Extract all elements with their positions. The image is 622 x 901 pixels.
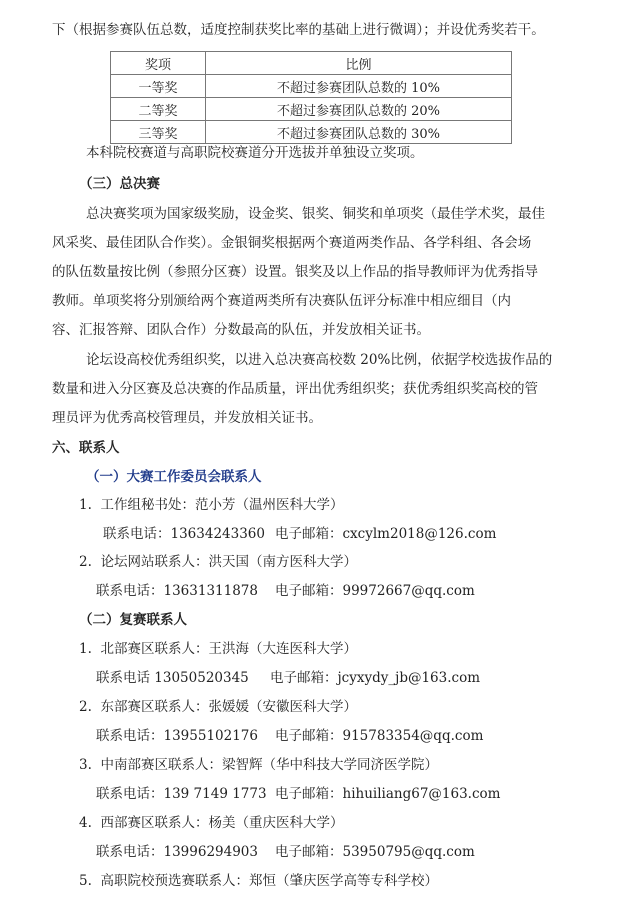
semifinal-heading: （二）复赛联系人 (79, 612, 187, 628)
contact-phone: 联系电话：13631311878 (96, 583, 258, 599)
org-para-line: 论坛设高校优秀组织奖，以进入总决赛高校数 20%比例，依据学校选拔作品的 (86, 352, 553, 368)
contact-name: 高职院校预选赛联系人：郑恒（肇庆医学高等专科学校） (100, 873, 438, 889)
contact-number: 1. (79, 641, 92, 657)
contact-item (79, 495, 343, 515)
contact-number: 2. (79, 699, 92, 715)
contact-email: 电子邮箱：99972667@qq.com (275, 583, 475, 599)
award-cell: 一等奖 (111, 75, 206, 98)
contact-phone: 联系电话：13955102176 (96, 728, 258, 744)
committee-heading: （一）大赛工作委员会联系人 (86, 469, 262, 485)
final-para-line: 的队伍数量按比例（参照分区赛）设置。银奖及以上作品的指导教师评为优秀指导 (52, 264, 538, 280)
table-row (111, 98, 512, 121)
org-para-line: 理员评为优秀高校管理员，并发放相关证书。 (52, 410, 322, 426)
contact-number: 5. (79, 873, 92, 889)
contact-name: 论坛网站联系人：洪天国（南方医科大学） (100, 554, 357, 570)
contact-phone: 联系电话 13050520345 (96, 670, 249, 686)
contact-name: 中南部赛区联系人：梁智辉（华中科技大学同济医学院） (100, 757, 438, 773)
award-cell: 二等奖 (111, 98, 206, 121)
contact-item (79, 871, 438, 891)
contact-name: 东部赛区联系人：张媛媛（安徽医科大学） (100, 699, 357, 715)
contact-name: 北部赛区联系人：王洪海（大连医科大学） (100, 641, 357, 657)
table-header-row (111, 52, 512, 75)
contact-item (79, 697, 357, 717)
table-header-ratio: 比例 (206, 52, 512, 75)
award-table (110, 51, 512, 144)
contact-number: 4. (79, 815, 92, 831)
table-row (111, 75, 512, 98)
contact-item (79, 813, 343, 833)
contact-name: 工作组秘书处：范小芳（温州医科大学） (100, 497, 344, 513)
contact-phone: 联系电话：139 7149 1773 (96, 786, 267, 802)
final-para-line: 风采奖、最佳团队合作奖）。金银铜奖根据两个赛道两类作品、各学科组、各会场 (52, 235, 532, 251)
contact-phone: 联系电话：13996294903 (96, 844, 258, 860)
after-table-note: 本科院校赛道与高职院校赛道分开选拔并单独设立奖项。 (86, 145, 424, 161)
ratio-cell: 不超过参赛团队总数的 10% (206, 75, 512, 98)
contact-phone: 联系电话：13634243360 (103, 526, 265, 542)
table-row (111, 121, 512, 144)
contact-email: 电子邮箱：915783354@qq.com (275, 728, 484, 744)
contact-number: 2. (79, 554, 92, 570)
final-heading: （三）总决赛 (79, 176, 160, 192)
contact-number: 1. (79, 497, 92, 513)
award-cell: 三等奖 (111, 121, 206, 144)
final-para-line: 总决赛奖项为国家级奖励，设金奖、银奖、铜奖和单项奖（最佳学术奖，最佳 (86, 206, 545, 222)
contact-email: 电子邮箱：hihuiliang67@163.com (275, 786, 501, 802)
final-para-line: 教师。单项奖将分别颁给两个赛道两类所有决赛队伍评分标准中相应细目（内 (52, 293, 511, 309)
contact-number: 3. (79, 757, 92, 773)
table-header-award: 奖项 (111, 52, 206, 75)
contact-email: 电子邮箱：cxcylm2018@126.com (275, 526, 497, 542)
section-six-heading: 六、联系人 (52, 440, 120, 456)
contact-name: 西部赛区联系人：杨美（重庆医科大学） (100, 815, 344, 831)
intro-line: 下（根据参赛队伍总数，适度控制获奖比率的基础上进行微调）；并设优秀奖若干。 (52, 22, 545, 38)
ratio-cell: 不超过参赛团队总数的 20% (206, 98, 512, 121)
final-para-line: 容、汇报答辩、团队合作）分数最高的队伍，并发放相关证书。 (52, 322, 430, 338)
org-para-line: 数量和进入分区赛及总决赛的作品质量，评出优秀组织奖；获优秀组织奖高校的管 (52, 381, 538, 397)
contact-email: 电子邮箱：jcyxydy_jb@163.com (270, 670, 481, 686)
contact-item (79, 639, 357, 659)
contact-email: 电子邮箱：53950795@qq.com (275, 844, 475, 860)
ratio-cell: 不超过参赛团队总数的 30% (206, 121, 512, 144)
contact-item (79, 755, 438, 775)
contact-item (79, 552, 357, 572)
